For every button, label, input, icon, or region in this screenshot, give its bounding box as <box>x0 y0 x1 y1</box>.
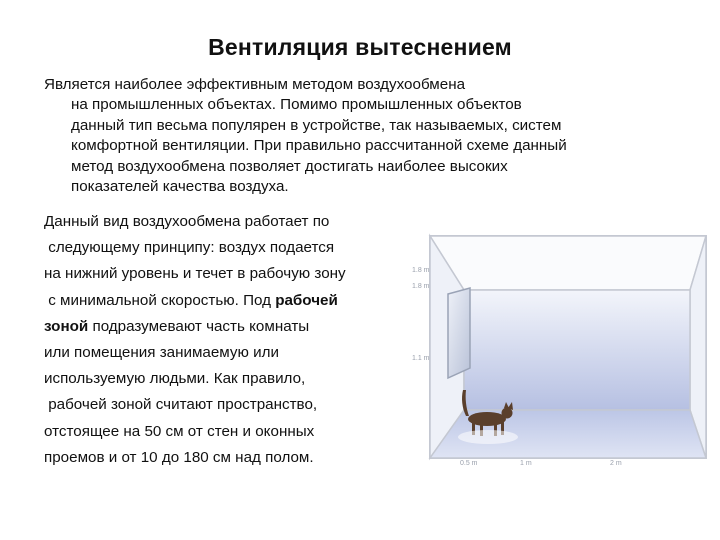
window <box>448 288 470 378</box>
text-line: или помещения занимаемую или <box>44 344 279 362</box>
text-line: показателей качества воздуха. <box>71 178 289 196</box>
text-line: Является наиболее эффективным методом воздухообмена <box>44 76 466 93</box>
text-segment: с минимальной скоростью. Под <box>44 291 276 309</box>
room-diagram <box>408 232 714 472</box>
text-line: комфортной вентиляции. При правильно рассчитанной схеме данный <box>71 137 567 155</box>
bold-term: рабочей <box>275 291 338 309</box>
floor-label: 1 m <box>520 460 532 467</box>
text-segment: подразумевают часть комнаты <box>88 317 310 335</box>
intro-paragraph <box>44 75 684 197</box>
text-line: проемов и от 10 до 180 см над полом. <box>44 448 314 466</box>
floor-label: 2 m <box>610 460 622 467</box>
back-wall <box>464 290 690 410</box>
text-line: метод воздухообмена позволяет достигать наиболее высоких <box>71 157 508 175</box>
text-line: на промышленных объектах. Помимо промышленных объектов <box>71 96 522 114</box>
height-label: 1.8 m <box>412 283 430 290</box>
text-line: используемую людьми. Как правило, <box>44 370 306 388</box>
height-label: 1.8 m <box>412 267 430 274</box>
page-title: Вентиляция вытеснением <box>208 34 512 60</box>
height-label: 1.1 m <box>412 355 430 362</box>
text-line: отстоящее на 50 см от стен и оконных <box>44 422 315 440</box>
text-line: следующему принципу: воздух подается <box>44 239 335 257</box>
text-line <box>44 288 424 314</box>
text-line <box>44 314 424 340</box>
text-line: на нижний уровень и течет в рабочую зону <box>44 265 346 283</box>
bold-term: зоной <box>44 317 89 335</box>
text-line: Данный вид воздухообмена работает по <box>44 213 330 230</box>
text-line: данный тип весьма популярен в устройстве, так называемых, систем <box>71 116 562 134</box>
floor-label: 0.5 m <box>460 460 478 467</box>
text-line: рабочей зоной считают пространство, <box>44 396 318 414</box>
ceiling <box>430 236 706 290</box>
cat-shadow <box>458 430 518 444</box>
principle-paragraph <box>44 209 424 471</box>
